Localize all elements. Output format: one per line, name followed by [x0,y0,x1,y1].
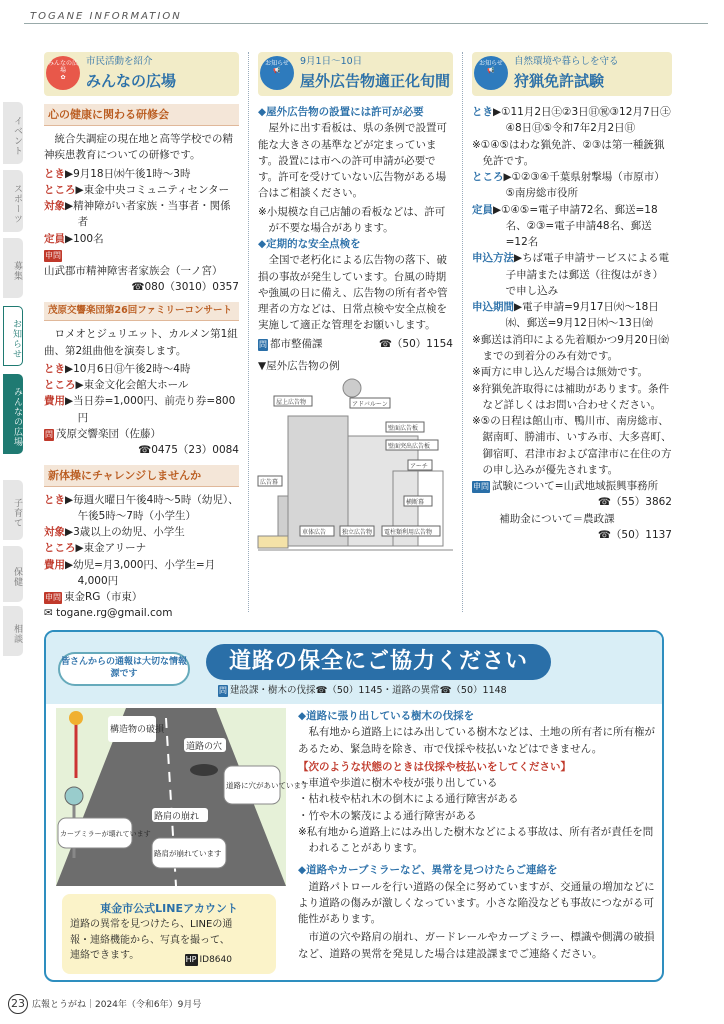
tree-condition-heading: 【次のような状態のときは伐採や枝払いをしてください】 [298,760,571,773]
info-row: ところ▶東金文化会館大ホール [44,379,189,392]
section-title: 屋外広告物適正化旬間 [300,72,451,90]
info-row: 申込方法▶ちば電子申請サービスによる電子申請または郵送（往復はがき）で申し込み [472,252,670,297]
info-row: 定員▶①④⑤=電子申請72名、郵送=18名、②③=電子申請48名、郵送=12名 [472,203,658,249]
list-item: ・竹や木の繁茂による通行障害がある [298,809,477,822]
header-rule [24,23,708,24]
sidebar-tab-health[interactable]: 保健 [3,546,23,602]
fig-label-balloon: アドバルーン [352,401,388,409]
tree-heading: ◆道路に張り出している樹木の伐採を [298,710,475,722]
ad-section-header [258,52,453,96]
note: ※狩猟免許取得には補助があります。条件など詳しくはお問い合わせください。 [472,382,669,411]
article-body: 統合失調症の現在地と高等学校での精神疾患教育についての研修です。 [44,133,233,162]
line-id[interactable]: HP ID8640 [185,955,232,966]
info-row: 定員▶100名 [44,232,104,245]
list-item: ・車道や歩道に樹木や枝が張り出している [298,777,498,790]
inquiry-icon: 申問 [45,250,61,260]
sidebar-tab-event[interactable]: イベント [3,102,23,164]
megaphone-icon: お知らせ 📢 [260,56,294,90]
section-title: 狩猟免許試験 [514,72,605,90]
phone-number: ☎（55）3862 [597,496,672,509]
road-title: 道路の保全にご協力ください [206,644,551,680]
page-footer [8,994,201,1014]
road-text [298,708,656,964]
info-row: ところ▶①②③④千葉県射撃場（市原市）⑤南房総市役所 [472,171,665,200]
info-row: とき▶10月6日㊐午後2時～4時 [44,362,191,375]
phone-number: ☎080（3010）0357 [131,281,239,294]
article-body: ロメオとジュリエット、カルメン第1組曲、第2組曲他を演奏します。 [44,328,238,357]
topic-body: 全国で老朽化による広告物の落下、破損の事故が発生しています。台風の時期や強風の日に備え、広告物の所有者や管理者の方などは、日常点検や安全点検を実施して適正な管理をお願いします。 [258,254,448,332]
contact-row: 補助金について＝農政課 [499,512,615,525]
road-illustration [56,708,309,886]
plaza-section-header [44,52,239,96]
note: ※①④⑤はわな猟免許、②③は第一種銃猟免許です。 [472,138,665,167]
report-body: 市道の穴や路肩の崩れ、ガードレールやカーブミラー、標識や側溝の破損など、道路の異常を発見した場合は建設課までご連絡ください。 [298,931,655,960]
report-heading: ◆道路やカーブミラーなど、異常を見つけたらご連絡を [298,864,558,877]
fig-label-arch: アーチ [410,463,428,471]
billboard-diagram [258,376,453,561]
tree-body: 私有地から道路上にはみ出している樹木などは、土地の所有者に所有権があるため、緊急時を除き、市で伐採や枝払いなどはできません。 [298,726,655,755]
note: ※⑤の日程は館山市、鴨川市、南房総市、鋸南町、勝浦市、いすみ市、大多喜町、御宿町、君津市および富津市に在住の方の申し込みが優先されます。 [472,415,672,476]
illu-label-shoulder: 路肩の崩れ [154,812,200,822]
page-header [0,0,724,30]
inquiry-icon: 問 [219,686,227,695]
fig-label-pole: 電柱類利用広告物 [384,529,433,537]
sidebar-tab-recruit[interactable]: 募集 [3,238,23,298]
plaza-column [44,52,239,622]
contact-row: 問 茂原交響楽団（佐藤） [45,428,161,441]
email-row[interactable] [44,605,239,621]
flower-icon: みんなの広場 ✿ [46,56,80,90]
topic-body: 屋外に出す看板は、県の条例で設置可能な大きさの基準などが定まっています。設置には市への許可申請が必要です。許可を受けていない広告物がある場合はご相談ください。 [258,122,447,200]
report-bubble: 皆さんからの通報は大切な情報源です [58,652,190,686]
note: ※私有地から道路上にはみ出した樹木などによる事故は、所有者が責任を問われることがあります。 [298,825,654,855]
sidebar-tab-plaza[interactable]: みんなの広場 [3,374,23,454]
page-number: 23 [8,994,28,1014]
illu-label-structure: 構造物の破損 [110,725,165,735]
section-subtitle: 9月1日～10日 [300,56,363,67]
info-row: 対象▶3歳以上の幼児、小学生 [44,526,185,539]
line-account-body: 道路の異常を見つけたら、LINEの通報・連絡機能から、写真を撮って、連絡できます。 [70,919,233,962]
fig-label-independent: 独立広告物 [342,529,373,537]
fig-label-rooftop: 屋上広告物 [276,399,307,407]
illu-bubble-hole: 道路に穴があいています [226,781,309,790]
info-row: とき▶毎週火曜日午後4時～5時（幼児）、午後5時～7時（小学生） [44,493,239,522]
illu-label-pothole: 道路の穴 [186,742,223,752]
illu-bubble-shoulder: 路肩が崩れています [154,849,222,858]
line-account-box [62,894,276,974]
section-subtitle: 市民活動を紹介 [86,56,153,67]
phone-number: ☎（50）1137 [597,528,672,541]
megaphone-icon: お知らせ 📢 [474,56,508,90]
ad-column [258,52,453,567]
illu-bubble-mirror: カーブミラーが壊れています [60,830,151,838]
note: ※両方に申し込んだ場合は無効です。 [472,366,648,379]
info-row: とき▶①11月2日㊏②3日㊐㊗③12月7日㊏④8日㊐⑤令和7年2月2日㊐ [472,106,671,135]
inquiry-icon: 申問 [473,482,489,492]
info-row: 費用▶当日券=1,000円、前売り券=800円 [44,395,236,424]
footer-text: 広報とうがね｜2024年（令和6年）9月号 [32,1000,202,1010]
contact-row: 申問 東金RG（市東） [45,591,143,604]
article-title: 茂原交響楽団第26回ファミリーコンサート [44,302,239,322]
inquiry-icon: 申問 [45,593,61,603]
line-account-title: 東金市公式LINEアカウント [100,902,238,915]
contact-row: 申問 試験について=山武地域振興事務所 [473,480,659,493]
contact-row: 問 都市整備課 ☎（50）1154 [259,337,453,350]
sidebar-tab-consult[interactable]: 相談 [3,606,23,656]
section-title: みんなの広場 [86,72,177,90]
report-body: 道路パトロールを行い道路の保全に努めていますが、交通量の増加などにより道路の傷みが激しくなっています。小さな陥没なども事故につながる可能性があります。 [298,880,655,926]
info-row: ところ▶東金中央コミュニティセンター [44,183,230,196]
sidebar-tab-notice[interactable]: お知らせ [3,306,23,366]
contact-row: 申問山武郡市精神障害者家族会（一ノ宮） [44,250,223,278]
fig-label-wall-sign: 壁面広告板 [388,425,419,433]
fig-label-banner: 広告幕 [260,479,279,487]
header-title: TOGANE INFORMATION [30,11,182,22]
email-address: togane.rg@gmail.com [56,607,173,620]
list-item: ・枯れ枝や枯れ木の倒木による通行障害がある [298,793,519,806]
topic-heading: ◆屋外広告物の設置には許可が必要 [258,106,424,118]
info-row: 申込期間▶電子申請=9月17日㈫～18日㈬、郵送=9月12日㈭～13日㈮ [472,301,659,330]
info-row: とき▶9月18日㈬午後1時～3時 [44,167,191,180]
topic-heading: ◆定期的な安全点検を [258,238,361,251]
fig-label-cross-banner: 横断幕 [406,499,425,507]
hp-icon: HP [185,955,197,965]
info-row: 対象▶精神障がい者家族・当事者・関係者 [44,200,231,229]
article-title: 心の健康に関わる研修会 [44,104,239,126]
column-divider [462,52,463,612]
road-banner [46,632,662,704]
figure-title: ▼屋外広告物の例 [258,359,340,372]
hunting-column [472,52,672,543]
sidebar-tab-sports[interactable]: スポーツ [3,170,23,232]
mail-icon: ✉ [44,607,57,620]
info-row: 費用▶幼児=月3,000円、小学生=月4,000円 [44,558,216,587]
road-contact: 問 建設課・樹木の伐採☎（50）1145・道路の異常☎（50）1148 [219,685,507,696]
fig-label-projecting-sign: 壁面突出広告板 [388,443,431,451]
note: ※郵送は消印による先着順かつ9月20日㈮までの到着分のみ有効です。 [472,333,669,362]
fig-label-vehicle: 車体広告 [302,529,327,537]
inquiry-icon: 問 [259,339,267,349]
road-maintenance-box [44,630,664,982]
section-subtitle: 自然環境や暮らしを守る [514,56,619,67]
hunting-section-header [472,52,672,96]
inquiry-icon: 問 [45,430,53,440]
phone-number: ☎0475（23）0084 [138,444,239,457]
info-row: ところ▶東金アリーナ [44,542,147,555]
note: ※小規模な自己店舗の看板などは、許可が不要な場合があります。 [258,205,446,234]
sidebar-tab-childcare[interactable]: 子育て [3,480,23,540]
column-divider [248,52,249,612]
article-title: 新体操にチャレンジしませんか [44,465,239,487]
